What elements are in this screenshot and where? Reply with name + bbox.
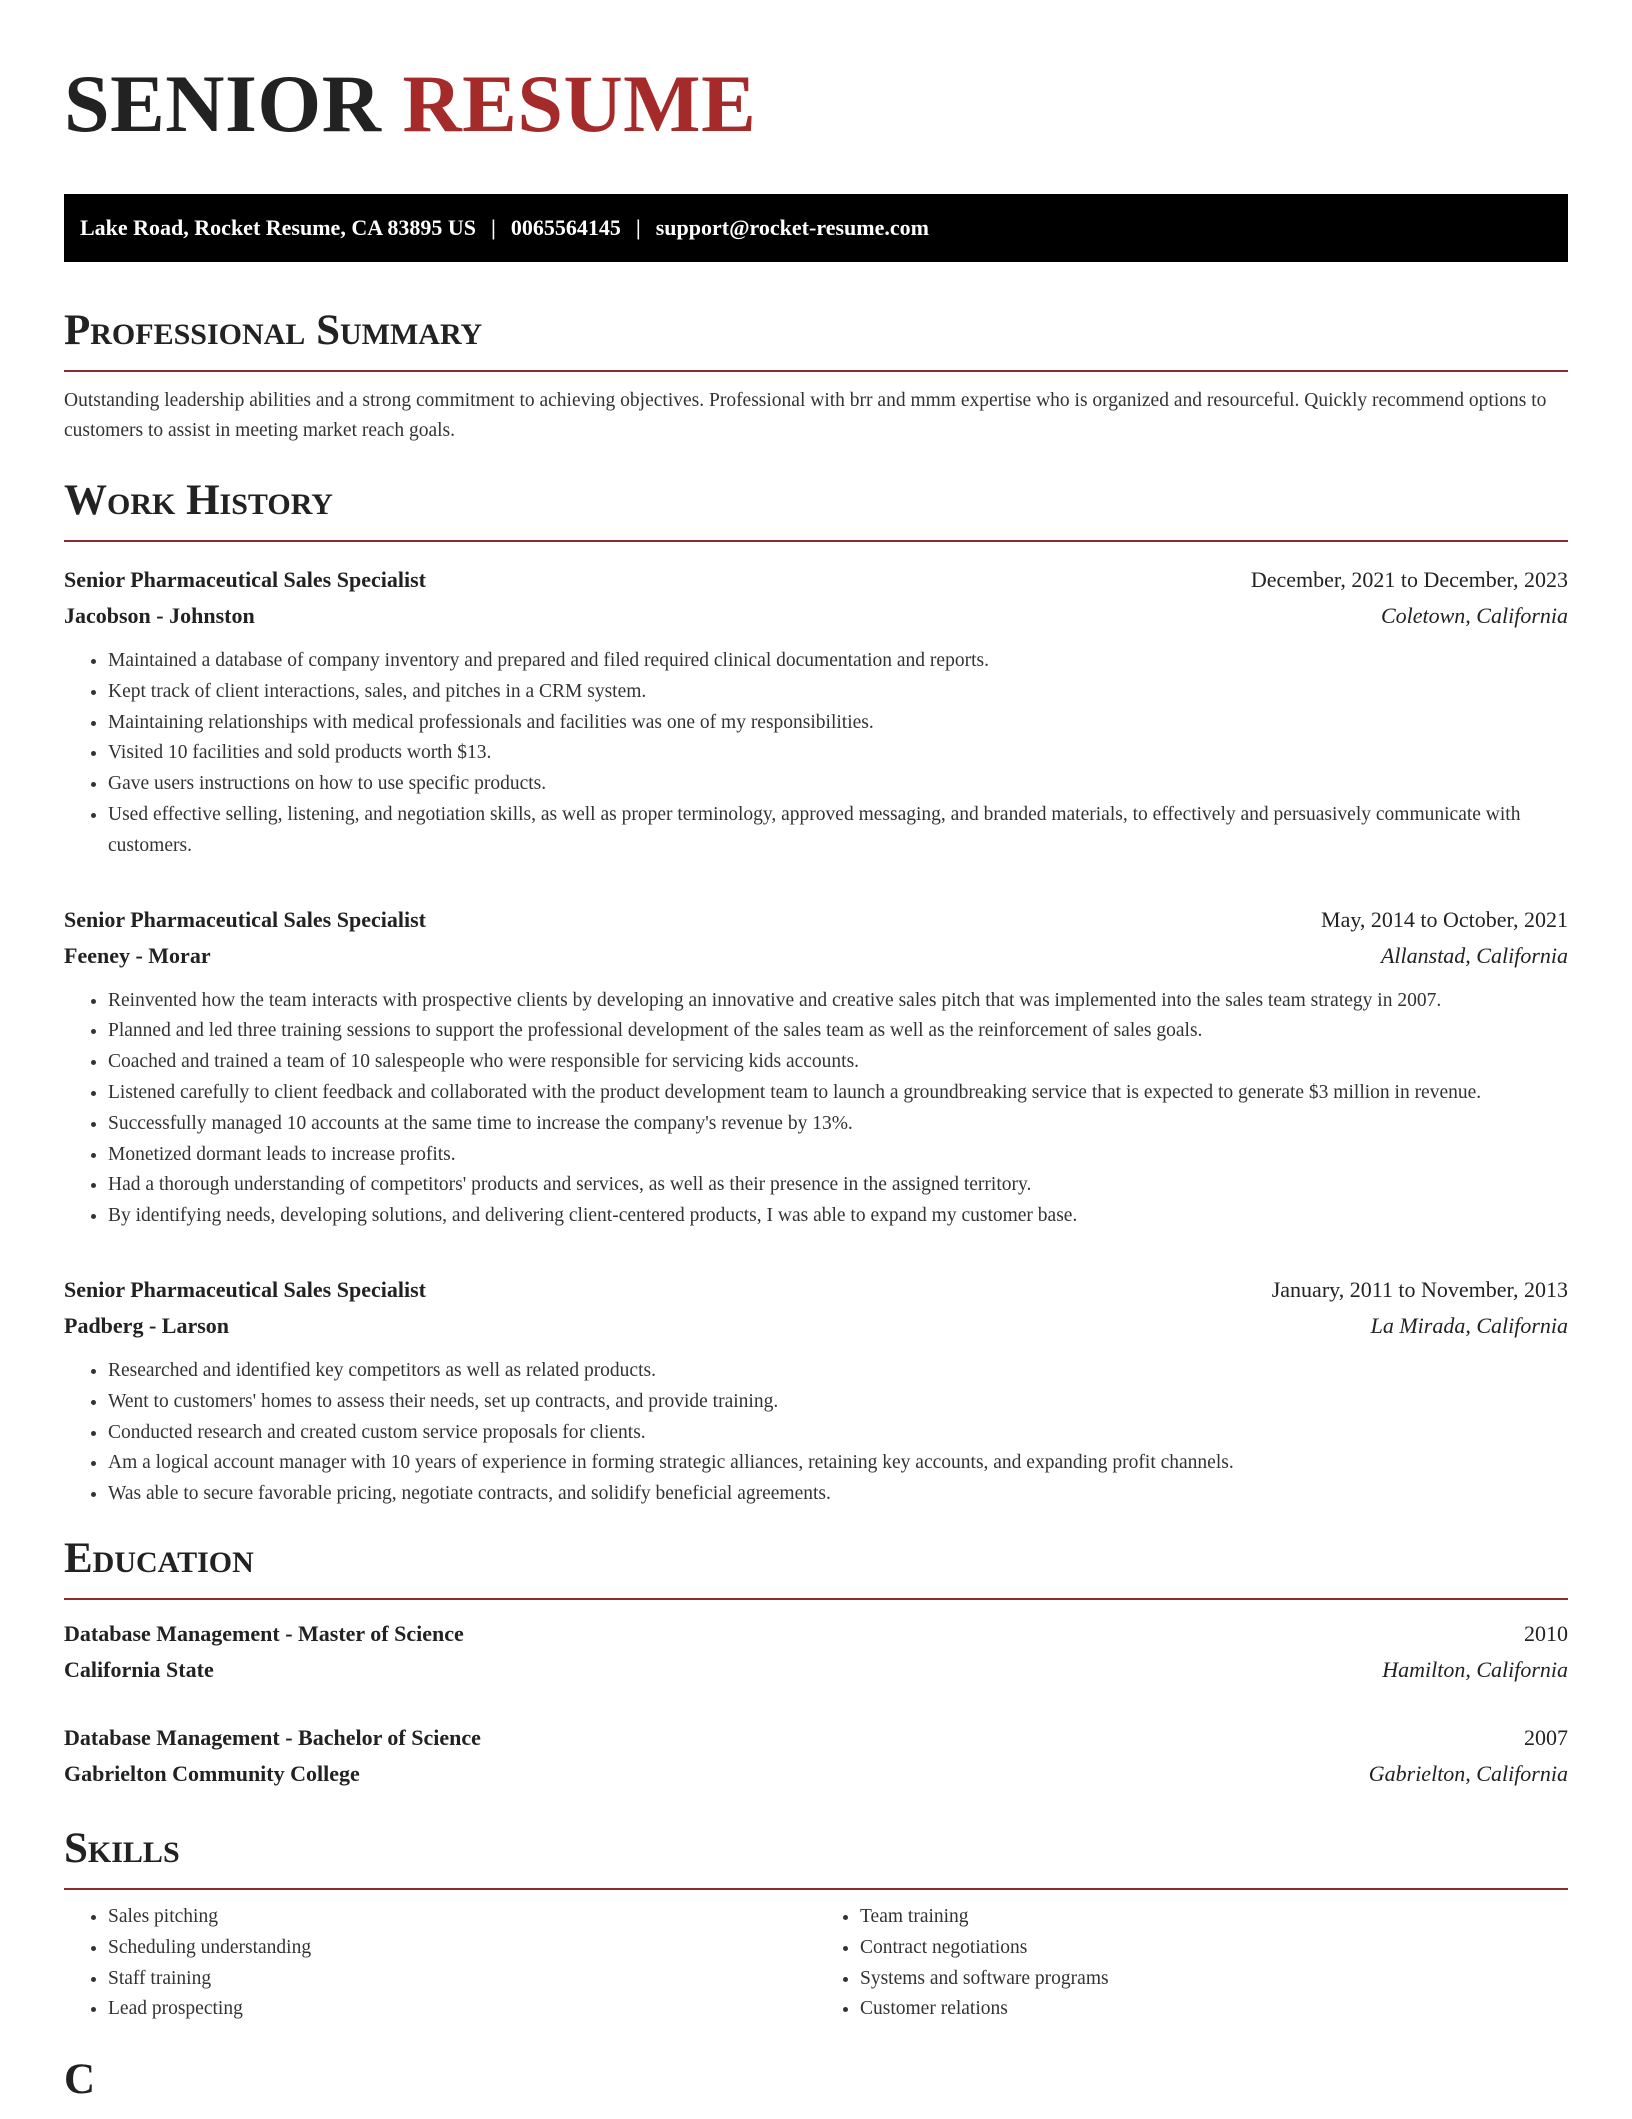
job-bullet: • Visited 10 facilities and sold products worth $13.: [108, 738, 1568, 769]
job-bullet: • Had a thorough understanding of competitors' products and services, as well as their presence in the assigned territory.: [108, 1170, 1568, 1201]
job-bullet: • Gave users instructions on how to use specific products.: [108, 769, 1568, 800]
job-bullet: • Went to customers' homes to assess their needs, set up contracts, and provide training.: [108, 1387, 1568, 1418]
job-entry: [64, 902, 1568, 1232]
job-title: Senior Pharmaceutical Sales Specialist: [64, 567, 426, 592]
job-company: Feeney - Morar: [64, 942, 211, 968]
job-entry: [64, 562, 1568, 862]
skill-item: • Sales pitching: [108, 1902, 816, 1933]
summary-text: Outstanding leadership abilities and a strong commitment to achieving objectives. Professional with brr and mmm expertise who is organized and resourceful. Quickly recommend options to customers to assist in meeting market reach goals.: [64, 390, 1547, 441]
skill-item: • Scheduling understanding: [108, 1933, 816, 1964]
education-degree-row: [64, 1616, 1568, 1652]
job-company-row: [64, 1308, 1568, 1344]
job-dates: January, 2011 to November, 2013: [1271, 1276, 1568, 1302]
job-bullet: • Reinvented how the team interacts with prospective clients by developing an innovative and creative sales pitch that was implemented into the sales team strategy in 2007.: [108, 986, 1568, 1017]
contact-email[interactable]: support@rocket-resume.com: [655, 215, 929, 240]
skills-grid: [64, 1902, 1568, 2025]
job-location: Allanstad, California: [1380, 942, 1568, 968]
education-school-row: [64, 1652, 1568, 1688]
job-title-row: [64, 902, 1568, 938]
education-entry: [64, 1616, 1568, 1688]
job-bullet: • Used effective selling, listening, and negotiation skills, as well as proper terminology, approved messaging, and branded materials, to effectively and persuasively communicate with customers.: [108, 800, 1568, 862]
job-location: La Mirada, California: [1370, 1312, 1568, 1338]
job-bullet: • Monetized dormant leads to increase profits.: [108, 1140, 1568, 1171]
education-degree-row: [64, 1720, 1568, 1756]
summary-heading: Professional Summary: [64, 306, 1568, 372]
job-company-row: [64, 598, 1568, 634]
job-bullet: • Listened carefully to client feedback and collaborated with the product development team to launch a groundbreaking service that is expected to generate $3 million in revenue.: [108, 1078, 1568, 1109]
title-second-word: RESUME: [402, 58, 757, 149]
job-bullets: [64, 986, 1568, 1232]
job-title: Senior Pharmaceutical Sales Specialist: [64, 1276, 426, 1302]
skills-left-column: [64, 1902, 816, 2025]
job-bullet: • Maintaining relationships with medical professionals and facilities was one of my responsibilities.: [108, 708, 1568, 739]
job-bullets: [64, 1356, 1568, 1510]
skill-item: • Contract negotiations: [860, 1933, 1568, 1964]
resume-page: [64, 0, 1568, 2119]
resume-title: [64, 0, 1568, 176]
job-title-row: [64, 1272, 1568, 1308]
job-bullet: • Coached and trained a team of 10 salespeople who were responsible for servicing kids accounts.: [108, 1047, 1568, 1078]
skill-item: • Staff training: [108, 1964, 816, 1995]
education-heading: Education: [64, 1534, 1568, 1600]
skill-item: • Lead prospecting: [108, 1994, 816, 2025]
skill-item: • Systems and software programs: [860, 1964, 1568, 1995]
education-entry: [64, 1720, 1568, 1792]
contact-separator: |: [491, 215, 496, 240]
education-location: Hamilton, California: [1382, 1656, 1568, 1682]
job-dates: May, 2014 to October, 2021: [1321, 906, 1568, 932]
job-entry: [64, 1272, 1568, 1510]
job-company-row: [64, 938, 1568, 974]
title-first-word: SENIOR: [64, 58, 382, 149]
job-company: Jacobson - Johnston: [64, 603, 255, 628]
job-dates: December, 2021 to December, 2023: [1250, 567, 1568, 592]
job-bullet: • Conducted research and created custom service proposals for clients.: [108, 1418, 1568, 1449]
education-location: Gabrielton, California: [1368, 1760, 1568, 1786]
contact-phone: 0065564145: [510, 215, 621, 240]
job-bullet: • Am a logical account manager with 10 years of experience in forming strategic alliances, retaining key accounts, and expanding profit channels.: [108, 1448, 1568, 1479]
job-bullets: [64, 646, 1568, 862]
education-school: California State: [64, 1656, 214, 1682]
job-bullet: • Kept track of client interactions, sales, and pitches in a CRM system.: [108, 677, 1568, 708]
education-year: 2010: [1524, 1620, 1568, 1646]
next-section-heading: C: [64, 2056, 96, 2104]
skills-right-column: [816, 1902, 1568, 2025]
skills-heading: Skills: [64, 1824, 1568, 1890]
job-bullet: • Maintained a database of company inventory and prepared and filed required clinical documentation and reports.: [108, 646, 1568, 677]
education-year: 2007: [1524, 1724, 1568, 1750]
contact-address: Lake Road, Rocket Resume, CA 83895 US: [80, 215, 476, 240]
job-title: Senior Pharmaceutical Sales Specialist: [64, 906, 426, 932]
work-history-heading: Work History: [64, 476, 1568, 542]
contact-separator: |: [635, 215, 641, 240]
job-location: Coletown, California: [1380, 603, 1568, 628]
job-company: Padberg - Larson: [64, 1312, 229, 1338]
job-bullet: • Was able to secure favorable pricing, negotiate contracts, and solidify beneficial agreements.: [108, 1479, 1568, 1510]
education-school: Gabrielton Community College: [64, 1760, 360, 1786]
job-bullet: • Successfully managed 10 accounts at the same time to increase the company's revenue by 13%.: [108, 1109, 1568, 1140]
job-bullet: • By identifying needs, developing solutions, and delivering client-centered products, I was able to expand my customer base.: [108, 1201, 1568, 1232]
job-bullet: • Planned and led three training sessions to support the professional development of the sales team as well as the reinforcement of sales goals.: [108, 1016, 1568, 1047]
skill-item: • Team training: [860, 1902, 1568, 1933]
job-title-row: [64, 562, 1568, 598]
contact-bar: [64, 194, 1568, 262]
education-school-row: [64, 1756, 1568, 1792]
job-bullet: • Researched and identified key competitors as well as related products.: [108, 1356, 1568, 1387]
education-degree: Database Management - Master of Science: [64, 1620, 464, 1646]
education-degree: Database Management - Bachelor of Science: [64, 1724, 481, 1750]
skill-item: • Customer relations: [860, 1994, 1568, 2025]
